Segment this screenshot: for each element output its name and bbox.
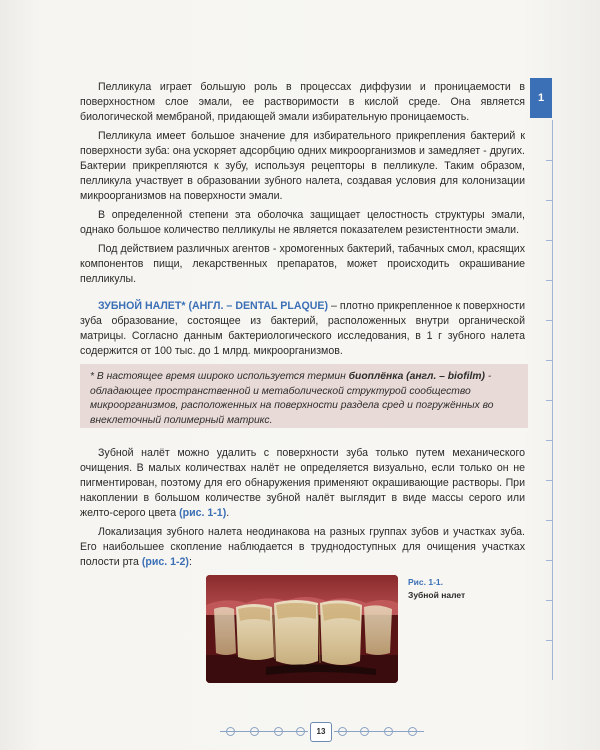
body-text-bottom (80, 446, 525, 574)
margin-tick (546, 280, 553, 281)
margin-tick (546, 160, 553, 161)
margin-tick (546, 240, 553, 241)
plaque-definition: – плотно прикрепленное к поверхности зуба образование, состоящее из бактерий, расположенных внутри органической матрицы. Согласно данным бактериологического исследования, в 1 г зубного налета содержится от 100 тыс. до 1 млрд. микроорганизмов. (80, 300, 525, 357)
paragraph-pellicle-protection: В определенной степени эта оболочка защищает целостность структуры эмали, однако большое количество пелликулы не является показателем резистентности эмали. (80, 209, 525, 236)
footer-ring (360, 727, 369, 736)
note-prefix: * В настоящее время широко используется термин (90, 371, 349, 382)
para6-end: : (188, 556, 192, 568)
footer-ring (408, 727, 417, 736)
paragraph-pellicle-staining: Под действием различных агентов - хромогенных бактерий, табачных смол, красящих компонентов пищи, лекарственных препаратов, может происходить окрашивание пелликулы. (80, 243, 525, 285)
margin-tick (546, 200, 553, 201)
footer-ring (274, 727, 283, 736)
note-suffix: - обладающее пространственной и метаболической структурой сообщество микроорганизмов, расположенных на поверхности раздела сред и погружённых во внеклеточный полимерный матрикс. (90, 371, 494, 426)
margin-tick (546, 320, 553, 321)
dental-plaque-photo (206, 575, 398, 683)
figure-title: Зубной налет (408, 590, 466, 600)
plaque-term: ЗУБНОЙ НАЛЕТ* (АНГЛ. – DENTAL PLAQUE) (98, 300, 328, 312)
para5-text: Зубной налёт можно удалить с поверхности зуба только путем механического очищения. В малых количествах налёт не определяется визуально, если только он не пигментирован, поэтому для его обнаружения применяют окрашивающие растворы. При накоплении в большом количестве зубной налёт выглядит в виде массы серого или желто-серого цвета (80, 447, 525, 519)
teeth-illustration (206, 575, 398, 683)
note-term: биоплёнка (англ. – biofilm) (348, 371, 485, 382)
body-text-top (80, 80, 525, 363)
figure-caption (408, 576, 508, 602)
margin-tick (546, 560, 553, 561)
margin-tick (546, 640, 553, 641)
para5-end: . (226, 507, 230, 519)
figure-number: Рис. 1-1. (408, 577, 443, 587)
margin-tick (546, 360, 553, 361)
paragraph-plaque-removal (80, 446, 525, 521)
margin-tick (546, 440, 553, 441)
paragraph-pellicle-bacteria: Пелликула имеет большое значение для избирательного прикрепления бактерий к поверхности зуба: она ускоряет адсорбцию одних микроорганизмов и замедляет - других. Бактерии прикрепляются к зубу, используя рецепторы в пелликуле. Таким образом, пелликула участвует в образовании зубного налета, создавая условия для колонизации микроорганизмов на поверхности эмали. (80, 130, 525, 202)
footer-ring (226, 727, 235, 736)
page-number: 13 (310, 722, 332, 742)
margin-tick (546, 520, 553, 521)
margin-tick (546, 600, 553, 601)
figure-ref-1-1: (рис. 1-1) (179, 507, 227, 519)
chapter-tab: 1 (530, 78, 552, 118)
para6-text: Локализация зубного налета неодинакова на разных группах зубов и участках зуба. Его наибольшее скопление наблюдается в труднодоступных для очищения участках полости рта (80, 526, 525, 568)
footer-ring (296, 727, 305, 736)
footer-ring (384, 727, 393, 736)
paragraph-plaque-location (80, 525, 525, 570)
figure-ref-1-2: (рис. 1-2) (141, 556, 189, 568)
paragraph-pellicle-role: Пелликула играет большую роль в процессах диффузии и проницаемости в поверхностном слое эмали, ее растворимости в кислой среде. Она является биологической мембраной, придающей эмали избирательную проницаемость. (80, 81, 525, 123)
footer-ring (338, 727, 347, 736)
paragraph-dental-plaque (80, 299, 525, 359)
margin-tick (546, 400, 553, 401)
margin-tick (546, 480, 553, 481)
footnote-box (80, 364, 528, 428)
footer-ring (250, 727, 259, 736)
